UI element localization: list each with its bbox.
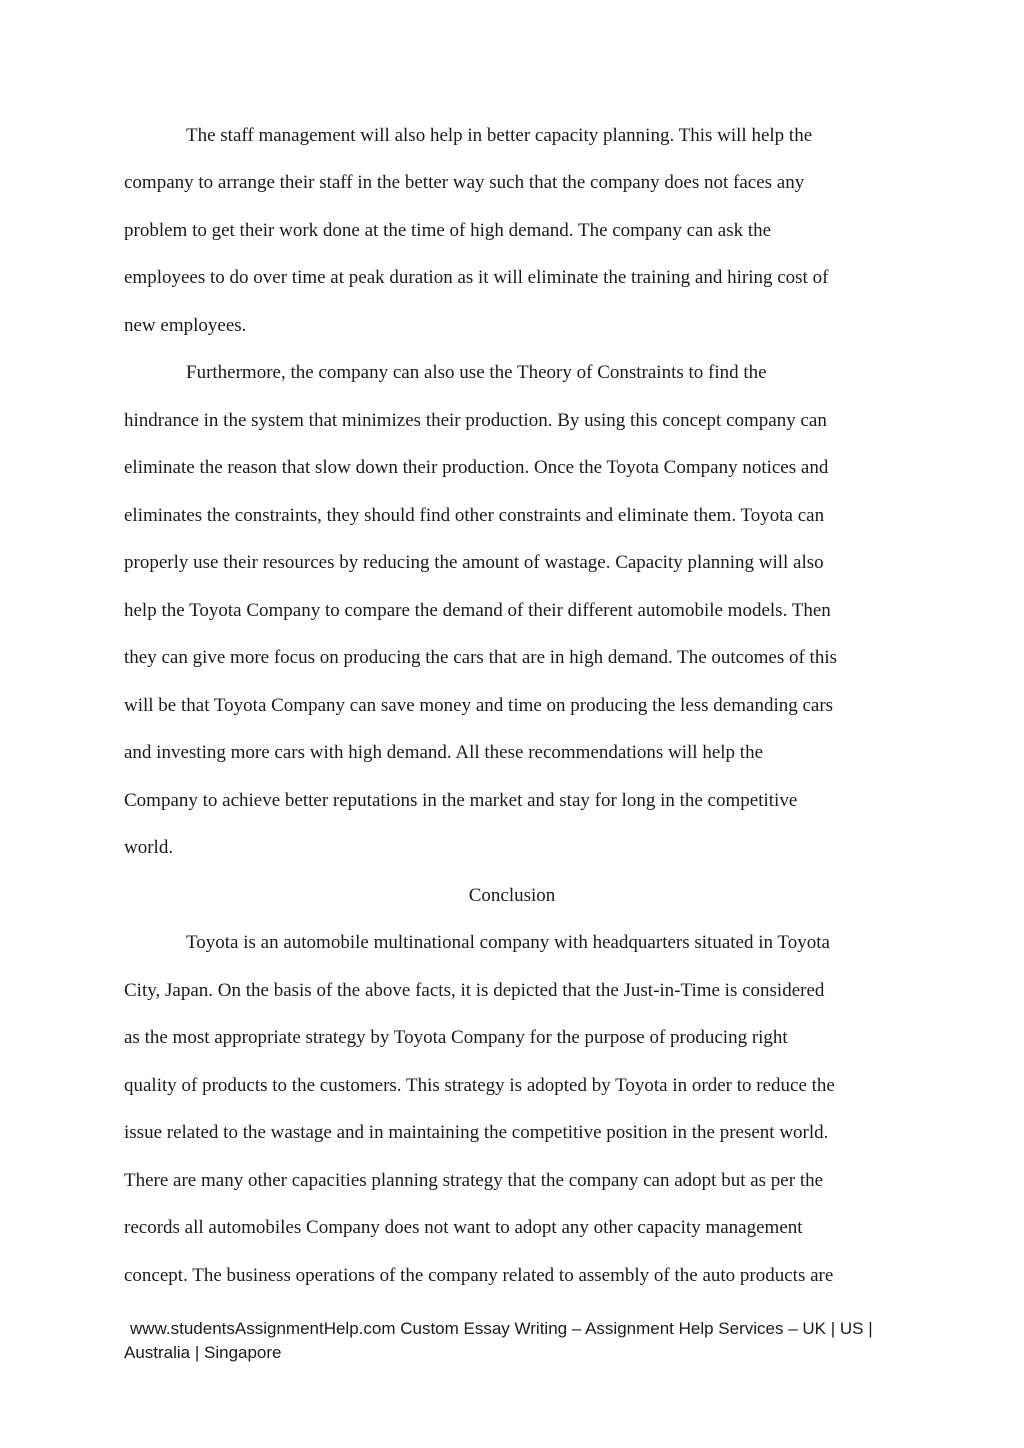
paragraph-1-line: employees to do over time at peak duration as it will eliminate the training and hiring cost of bbox=[124, 267, 829, 288]
paragraph-2-line: Company to achieve better reputations in the market and stay for long in the competitive bbox=[124, 790, 798, 811]
paragraph-3-line: records all automobiles Company does not want to adopt any other capacity management bbox=[124, 1217, 803, 1238]
paragraph-3-line: quality of products to the customers. This strategy is adopted by Toyota in order to reduce the bbox=[124, 1075, 835, 1096]
paragraph-2-line: hindrance in the system that minimizes their production. By using this concept company can bbox=[124, 410, 827, 431]
paragraph-2-line: and investing more cars with high demand. All these recommendations will help the bbox=[124, 742, 763, 763]
paragraph-1-line: company to arrange their staff in the better way such that the company does not faces any bbox=[124, 172, 805, 193]
paragraph-1-line: The staff management will also help in better capacity planning. This will help the bbox=[186, 125, 813, 146]
paragraph-2-line: they can give more focus on producing the cars that are in high demand. The outcomes of this bbox=[124, 647, 838, 668]
paragraph-3-line: as the most appropriate strategy by Toyota Company for the purpose of producing right bbox=[124, 1027, 788, 1048]
paragraph-2-line: help the Toyota Company to compare the demand of their different automobile models. Then bbox=[124, 600, 831, 621]
paragraph-3-line: concept. The business operations of the company related to assembly of the auto products are bbox=[124, 1265, 834, 1286]
footer-line-2: Australia | Singapore bbox=[124, 1343, 282, 1362]
paragraph-1-line: problem to get their work done at the time of high demand. The company can ask the bbox=[124, 220, 772, 241]
paragraph-2-line: will be that Toyota Company can save money and time on producing the less demanding cars bbox=[124, 695, 834, 716]
paragraph-3-line: issue related to the wastage and in maintaining the competitive position in the present world. bbox=[124, 1122, 829, 1143]
section-heading-conclusion: Conclusion bbox=[468, 885, 556, 906]
paragraph-3-line: Toyota is an automobile multinational company with headquarters situated in Toyota bbox=[186, 932, 830, 953]
paragraph-2-line: eliminate the reason that slow down their production. Once the Toyota Company notices and bbox=[124, 457, 829, 478]
paragraph-2-line: eliminates the constraints, they should find other constraints and eliminate them. Toyota can bbox=[124, 505, 825, 526]
paragraph-2-line: world. bbox=[124, 837, 174, 858]
footer-line-1: www.studentsAssignmentHelp.com Custom Essay Writing – Assignment Help Services – UK | US | bbox=[130, 1319, 873, 1338]
paragraph-1-line: new employees. bbox=[124, 315, 247, 336]
paragraph-2-line: properly use their resources by reducing the amount of wastage. Capacity planning will also bbox=[124, 552, 824, 573]
paragraph-3-line: City, Japan. On the basis of the above facts, it is depicted that the Just-in-Time is considered bbox=[124, 980, 825, 1001]
paragraph-2-line: Furthermore, the company can also use the Theory of Constraints to find the bbox=[186, 362, 767, 383]
page-footer bbox=[124, 1317, 894, 1365]
paragraph-3-line: There are many other capacities planning strategy that the company can adopt but as per the bbox=[124, 1170, 824, 1191]
